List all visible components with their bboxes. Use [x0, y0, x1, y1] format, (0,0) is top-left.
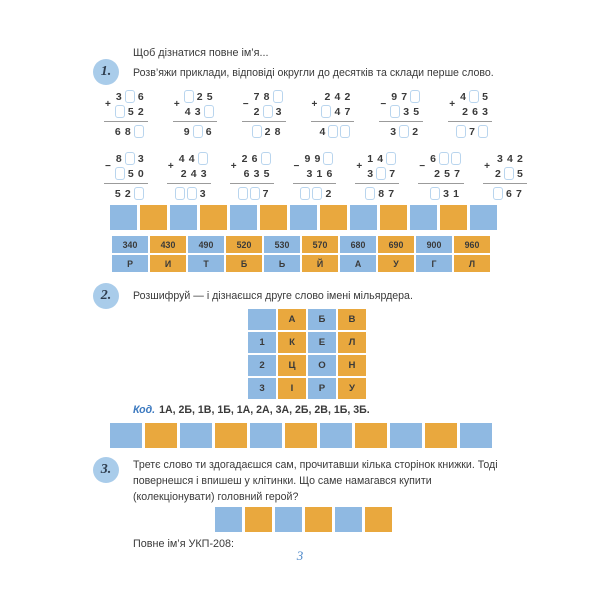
task-1-text: Розв’яжи приклади, відповіді округли до десятків та склади перше слово. [133, 67, 494, 79]
letter-cell[interactable] [425, 423, 457, 448]
table-value-cell: 960 [454, 236, 490, 253]
letter-cell[interactable] [170, 205, 197, 230]
problem-operands [173, 89, 217, 122]
minus-sign: − [380, 98, 387, 110]
digits-row [183, 104, 215, 119]
write-in-box[interactable] [340, 125, 350, 138]
digit: 2 [516, 152, 523, 165]
task-1-number-badge: 1. [93, 59, 119, 85]
letter-cell[interactable] [320, 423, 352, 448]
write-in-box[interactable] [198, 152, 208, 165]
digits-row [365, 151, 397, 166]
digit: 6 [472, 105, 478, 118]
digit: 6 [251, 152, 258, 165]
write-in-box[interactable] [175, 187, 185, 200]
digit: 8 [124, 125, 131, 138]
cipher-col-header: Б [308, 309, 336, 330]
digit: 7 [515, 187, 522, 200]
digit: 9 [391, 90, 398, 103]
operands [177, 151, 209, 181]
digit: 6 [114, 125, 121, 138]
problem-operands [483, 151, 527, 184]
digit: 8 [378, 187, 385, 200]
table-value-cell: 680 [340, 236, 376, 253]
letter-cell[interactable] [260, 205, 287, 230]
table-letter-cell: Л [454, 255, 490, 272]
digit: 0 [137, 167, 144, 180]
write-in-box[interactable] [321, 105, 331, 118]
digit: 5 [127, 167, 134, 180]
task-3-number-badge: 3. [93, 457, 119, 483]
operands [114, 151, 146, 181]
plus-sign: + [167, 160, 174, 172]
digits-row [174, 186, 211, 201]
cipher-letter-cell: Л [338, 332, 366, 353]
digit: 2 [434, 167, 440, 180]
task-2-text: Розшифруй — і дізнаєшся друге слово імені мільярдера. [133, 290, 413, 302]
digits-row [177, 151, 209, 166]
cipher-letter-cell: У [338, 378, 366, 399]
digits-row [114, 104, 146, 119]
digit: 2 [196, 90, 203, 103]
letter-cell[interactable] [215, 423, 247, 448]
write-in-box[interactable] [323, 152, 333, 165]
digit: 7 [262, 187, 269, 200]
minus-sign: − [293, 160, 300, 172]
table-letter-cell: Т [188, 255, 224, 272]
digit: 4 [460, 90, 466, 103]
digits-row [429, 186, 464, 201]
letter-cell[interactable] [110, 205, 137, 230]
digit: 3 [194, 105, 201, 118]
digit: 8 [274, 125, 281, 138]
cipher-letter-cell: Ц [278, 355, 306, 376]
math-problem [293, 151, 337, 201]
math-problem [355, 151, 399, 201]
letter-cell[interactable] [250, 423, 282, 448]
write-in-box[interactable] [399, 125, 409, 138]
math-problem [379, 89, 423, 139]
digit: 2 [253, 105, 260, 118]
digit: 7 [401, 90, 408, 103]
digit: 4 [334, 90, 341, 103]
minus-sign: − [419, 160, 426, 172]
operands [114, 89, 146, 119]
digits-row [113, 186, 148, 201]
digit: 3 [306, 167, 313, 180]
digits-row [458, 89, 490, 104]
write-in-box[interactable] [204, 105, 214, 118]
digit: 4 [319, 125, 326, 138]
math-problem [167, 151, 211, 201]
table-letter-cell: Б [226, 255, 262, 272]
digit: 8 [115, 152, 122, 165]
digit: 7 [253, 90, 260, 103]
digits-row [322, 89, 352, 104]
digit: 5 [413, 105, 420, 118]
digit: 2 [124, 187, 131, 200]
digits-row [252, 89, 284, 104]
letter-cell[interactable] [140, 205, 167, 230]
cipher-row-header: 1 [248, 332, 276, 353]
letter-cell[interactable] [440, 205, 467, 230]
code-line [133, 404, 370, 416]
digit: 1 [316, 167, 323, 180]
cipher-col-header: В [338, 309, 366, 330]
write-in-box[interactable] [478, 125, 488, 138]
digit: 3 [403, 105, 410, 118]
letter-cell[interactable] [110, 423, 142, 448]
digit: 2 [137, 105, 144, 118]
letter-cell[interactable] [365, 507, 392, 532]
digit: 5 [482, 90, 488, 103]
operands [240, 151, 272, 181]
digit: 3 [367, 167, 374, 180]
digits-row [432, 166, 462, 181]
digit: 6 [326, 167, 333, 180]
digit: 3 [443, 187, 449, 200]
cipher-letter-cell: О [308, 355, 336, 376]
plus-sign: + [311, 98, 318, 110]
task-2-number-badge: 2. [93, 283, 119, 309]
digits-row [182, 124, 217, 139]
digit: 3 [275, 105, 282, 118]
digits-row [428, 151, 462, 166]
cipher-col-header: А [278, 309, 306, 330]
write-in-box[interactable] [365, 187, 375, 200]
digit: 3 [390, 125, 397, 138]
operands [458, 89, 490, 119]
cipher-letter-cell: Е [308, 332, 336, 353]
table-value-cell: 520 [226, 236, 262, 253]
letter-cell[interactable] [460, 423, 492, 448]
digit: 8 [263, 90, 270, 103]
digit: 3 [137, 152, 144, 165]
math-problem [483, 151, 527, 201]
digits-row [389, 104, 421, 119]
letter-cell[interactable] [230, 205, 257, 230]
table-value-cell: 340 [112, 236, 148, 253]
problem-operands [104, 151, 148, 184]
write-in-box[interactable] [439, 152, 449, 165]
digit: 2 [462, 105, 468, 118]
write-in-box[interactable] [115, 167, 125, 180]
digit: 7 [389, 167, 396, 180]
math-problem [418, 151, 464, 201]
write-in-box[interactable] [410, 90, 420, 103]
letter-cell[interactable] [285, 423, 317, 448]
write-in-box[interactable] [115, 105, 125, 118]
digit: 4 [178, 152, 185, 165]
digit: 5 [127, 105, 134, 118]
minus-sign: − [105, 160, 111, 172]
letter-cell[interactable] [145, 423, 177, 448]
cipher-row-header: 2 [248, 355, 276, 376]
digits-row [113, 124, 148, 139]
digits-row [251, 124, 286, 139]
letter-cell[interactable] [290, 205, 317, 230]
write-in-box[interactable] [312, 187, 322, 200]
letter-cell[interactable] [380, 205, 407, 230]
digit: 7 [454, 167, 460, 180]
digits-row [114, 166, 146, 181]
operands [493, 151, 525, 181]
plus-sign: + [449, 98, 456, 110]
digit: 2 [344, 90, 351, 103]
digits-row [460, 104, 490, 119]
digit: 4 [190, 167, 197, 180]
digit: 2 [494, 167, 501, 180]
digits-row [493, 166, 525, 181]
digit: 3 [200, 167, 207, 180]
math-problem [448, 89, 492, 139]
table-value-cell: 490 [188, 236, 224, 253]
digits-row [114, 89, 146, 104]
plus-sign: + [230, 160, 237, 172]
digit: 2 [412, 125, 419, 138]
digits-row [320, 104, 352, 119]
table-letter-cell: Ь [264, 255, 300, 272]
table-letter-cell: У [378, 255, 414, 272]
digits-row [237, 186, 274, 201]
digit: 2 [324, 90, 331, 103]
cipher-letter-cell: К [278, 332, 306, 353]
digit: 6 [137, 90, 144, 103]
write-in-box[interactable] [456, 125, 466, 138]
digit: 9 [314, 152, 321, 165]
digits-row [389, 89, 421, 104]
problem-operands [355, 151, 399, 184]
digits-row [365, 166, 397, 181]
plus-sign: + [484, 160, 490, 172]
table-value-cell: 430 [150, 236, 186, 253]
letter-cell[interactable] [305, 507, 332, 532]
digit: 9 [183, 125, 190, 138]
table-letter-cell: А [340, 255, 376, 272]
write-in-box[interactable] [300, 187, 310, 200]
letter-cell[interactable] [335, 507, 362, 532]
operands [365, 151, 397, 181]
digits-row [240, 151, 272, 166]
table-value-cell: 900 [416, 236, 452, 253]
operands [252, 89, 284, 119]
problem-operands [311, 89, 355, 122]
cipher-letter-cell: Н [338, 355, 366, 376]
third-word-answer-cells [215, 507, 392, 532]
letter-cell[interactable] [275, 507, 302, 532]
operands [183, 89, 215, 119]
digits-row [495, 151, 525, 166]
minus-sign: − [242, 98, 249, 110]
write-in-box[interactable] [493, 187, 503, 200]
full-name-label: Повне ім’я УКП-208: [133, 538, 235, 550]
intro-text: Щоб дізнатися повне ім’я... [133, 47, 269, 59]
table-letter-cell: Г [416, 255, 452, 272]
letter-cell[interactable] [470, 205, 497, 230]
digit: 1 [367, 152, 374, 165]
write-in-box[interactable] [469, 90, 479, 103]
problem-operands [293, 151, 337, 184]
cipher-letter-cell: І [278, 378, 306, 399]
digits-row [388, 124, 423, 139]
write-in-box[interactable] [376, 167, 386, 180]
problem-operands [167, 151, 211, 184]
write-in-box[interactable] [238, 187, 248, 200]
cipher-grid [248, 309, 366, 399]
code-sequence: 1А, 2Б, 1В, 1Б, 1А, 2А, 3А, 2Б, 2В, 1Б, 3Б. [159, 404, 370, 416]
math-problem [104, 151, 148, 201]
digit: 4 [506, 152, 513, 165]
digits-row [364, 186, 399, 201]
digits-row [242, 166, 272, 181]
digits-row [179, 166, 209, 181]
operands [428, 151, 462, 181]
cipher-letter-cell: Р [308, 378, 336, 399]
digit: 7 [388, 187, 395, 200]
write-in-box[interactable] [263, 105, 273, 118]
letter-cell[interactable] [410, 205, 437, 230]
digit: 9 [304, 152, 311, 165]
cipher-corner-cell [248, 309, 276, 330]
write-in-box[interactable] [187, 187, 197, 200]
write-in-box[interactable] [134, 187, 144, 200]
digit: 6 [205, 125, 212, 138]
write-in-box[interactable] [261, 152, 271, 165]
digits-row [252, 104, 284, 119]
write-in-box[interactable] [390, 105, 400, 118]
digit: 4 [188, 152, 195, 165]
letter-cell[interactable] [245, 507, 272, 532]
digit: 7 [469, 125, 475, 138]
digit: 5 [516, 167, 523, 180]
plus-sign: + [105, 98, 111, 110]
task-3-text: Третє слово ти здогадаєшся сам, прочитавши кілька сторінок книжки. Тоді повернешся і впишеш у клітинки. Що саме намагався купити (колекціонувати) головний герой? [133, 459, 498, 503]
write-in-box[interactable] [504, 167, 514, 180]
problem-operands [448, 89, 492, 122]
letter-cell[interactable] [350, 205, 377, 230]
table-letter-cell: И [150, 255, 186, 272]
digit: 3 [115, 90, 122, 103]
write-in-box[interactable] [252, 125, 262, 138]
cipher-row-header: 3 [248, 378, 276, 399]
digit: 2 [241, 152, 248, 165]
digit: 5 [263, 167, 270, 180]
write-in-box[interactable] [451, 152, 461, 165]
digit: 5 [444, 167, 450, 180]
digit: 5 [206, 90, 213, 103]
digit: 1 [453, 187, 459, 200]
code-label: Код. [133, 404, 156, 416]
operands [320, 89, 352, 119]
problem-operands [418, 151, 464, 184]
letter-cell[interactable] [355, 423, 387, 448]
digit: 3 [496, 152, 503, 165]
digit: 4 [377, 152, 384, 165]
write-in-box[interactable] [184, 90, 194, 103]
write-in-box[interactable] [386, 152, 396, 165]
digit: 2 [180, 167, 187, 180]
digit: 3 [199, 187, 206, 200]
write-in-box[interactable] [125, 90, 135, 103]
number-letter-table [112, 236, 490, 272]
table-value-cell: 570 [302, 236, 338, 253]
write-in-box[interactable] [134, 125, 144, 138]
digits-row [302, 151, 334, 166]
problem-operands [104, 89, 148, 122]
second-word-answer-cells [110, 423, 492, 448]
digit: 3 [253, 167, 260, 180]
digit: 6 [243, 167, 250, 180]
math-problem [173, 89, 217, 139]
digits-row [114, 151, 146, 166]
digits-row [299, 186, 336, 201]
digit: 6 [430, 152, 436, 165]
digits-row [304, 166, 334, 181]
letter-cell[interactable] [320, 205, 347, 230]
write-in-box[interactable] [193, 125, 203, 138]
math-problem [230, 151, 274, 201]
digits-row [317, 124, 354, 139]
plus-sign: + [173, 98, 180, 110]
page-number: 3 [296, 548, 304, 563]
digits-row [455, 124, 492, 139]
letter-cell[interactable] [180, 423, 212, 448]
digit: 4 [334, 105, 341, 118]
problem-operands [242, 89, 286, 122]
letter-cell[interactable] [390, 423, 422, 448]
table-value-cell: 690 [378, 236, 414, 253]
problem-operands [230, 151, 274, 184]
digit: 2 [264, 125, 271, 138]
digit: 2 [325, 187, 332, 200]
math-problem [104, 89, 148, 139]
digits-row [183, 89, 215, 104]
problem-operands [379, 89, 423, 122]
write-in-box[interactable] [125, 152, 135, 165]
math-problem [242, 89, 286, 139]
first-word-answer-cells [110, 205, 497, 230]
table-value-cell: 530 [264, 236, 300, 253]
letter-cell[interactable] [215, 507, 242, 532]
digit: 3 [482, 105, 488, 118]
math-problems-row-2 [104, 151, 527, 201]
operands [389, 89, 421, 119]
write-in-box[interactable] [430, 187, 440, 200]
operands [302, 151, 334, 181]
digit: 5 [114, 187, 121, 200]
digit: 4 [184, 105, 191, 118]
table-letter-cell: Р [112, 255, 148, 272]
digit: 6 [505, 187, 512, 200]
plus-sign: + [356, 160, 363, 172]
math-problems-row-1 [104, 89, 492, 139]
write-in-box[interactable] [250, 187, 260, 200]
digit: 7 [344, 105, 351, 118]
table-letter-cell: Й [302, 255, 338, 272]
write-in-box[interactable] [328, 125, 338, 138]
digits-row [492, 186, 527, 201]
math-problem [311, 89, 355, 139]
write-in-box[interactable] [273, 90, 283, 103]
letter-cell[interactable] [200, 205, 227, 230]
